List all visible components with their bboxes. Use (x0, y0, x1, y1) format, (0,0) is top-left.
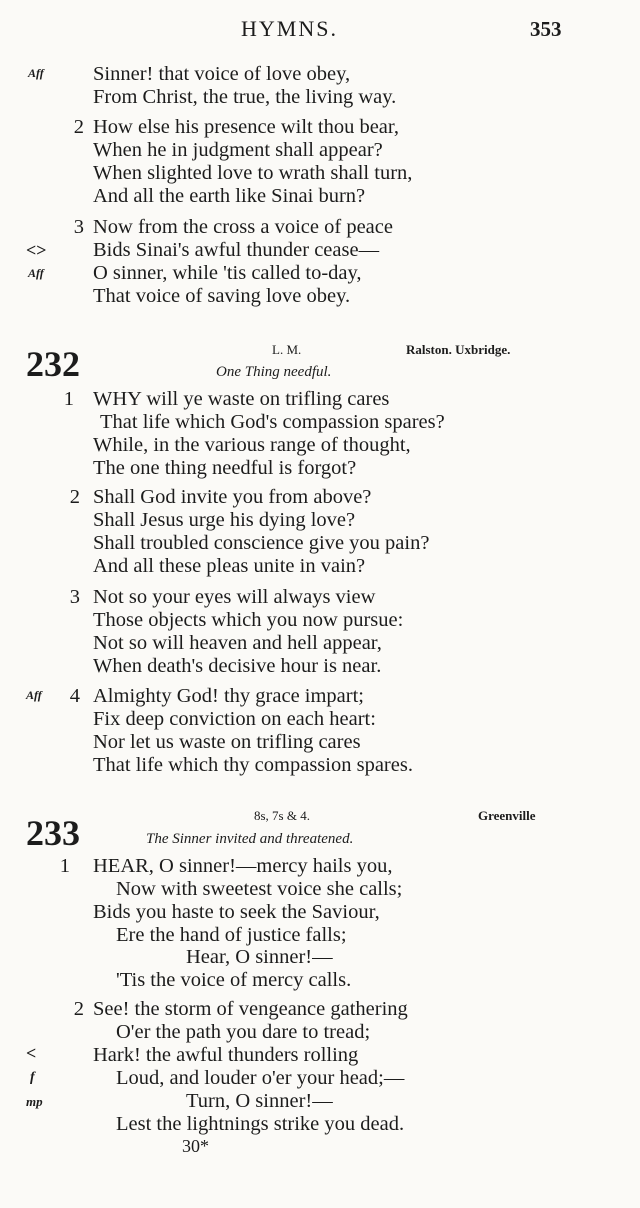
verse-line: Sinner! that voice of love obey, (93, 63, 351, 85)
verse-line: From Christ, the true, the living way. (93, 86, 397, 108)
page-number: 353 (530, 17, 562, 41)
verse-number: 2 (73, 116, 84, 138)
verse-number: 4 (69, 685, 80, 707)
verse-line: Now with sweetest voice she calls; (116, 878, 403, 900)
verse-line: Loud, and louder o'er your head;— (116, 1067, 405, 1089)
verse-line: That life which thy compassion spares. (93, 754, 413, 776)
verse-line: O sinner, while 'tis called to-day, (93, 262, 362, 284)
verse-line: While, in the various range of thought, (93, 434, 411, 456)
dynamic-mark-forte: f (30, 1070, 35, 1085)
hymn-number: 233 (26, 813, 80, 853)
verse-line: WHY will ye waste on trifling cares (93, 388, 390, 410)
verse-number: 3 (73, 216, 84, 238)
verse-line: Nor let us waste on trifling cares (93, 731, 361, 753)
verse-line: O'er the path you dare to tread; (116, 1021, 371, 1043)
verse-line: The one thing needful is forgot? (93, 457, 357, 479)
hymn-meter: 8s, 7s & 4. (254, 808, 310, 823)
verse-line: Hear, O sinner!— (186, 946, 333, 968)
verse-line: See! the storm of vengeance gathering (93, 998, 408, 1020)
verse-number: 3 (69, 586, 80, 608)
running-header: HYMNS. (241, 16, 338, 41)
verse-line: And all the earth like Sinai burn? (93, 185, 366, 207)
hymn-title: One Thing needful. (216, 364, 332, 380)
verse-line: HEAR, O sinner!—mercy hails you, (93, 855, 393, 877)
verse-line: How else his presence wilt thou bear, (93, 116, 400, 138)
verse-line: 'Tis the voice of mercy calls. (116, 969, 352, 991)
hymn-tunes: Greenville (478, 808, 536, 823)
printer-signature: 30* (182, 1136, 209, 1156)
crescendo-decrescendo-mark: <> (26, 240, 47, 260)
verse-line: Almighty God! thy grace impart; (93, 685, 364, 707)
verse-line: Now from the cross a voice of peace (93, 216, 393, 238)
hymn-meter: L. M. (272, 342, 302, 357)
dynamic-mark-aff: Aff (26, 688, 42, 702)
verse-number: 2 (73, 998, 84, 1020)
verse-line: Bids Sinai's awful thunder cease— (93, 239, 380, 261)
verse-number: 1 (59, 855, 70, 877)
verse-line: That life which God's compassion spares? (100, 411, 445, 433)
verse-line: Those objects which you now pursue: (93, 609, 404, 631)
verse-line: And all these pleas unite in vain? (93, 555, 366, 577)
verse-line: Fix deep conviction on each heart: (93, 708, 376, 730)
dynamic-mark-mezzo-piano: mp (26, 1094, 43, 1109)
verse-line: When death's decisive hour is near. (93, 655, 382, 677)
verse-line: That voice of saving love obey. (93, 285, 351, 307)
verse-line: Bids you haste to seek the Saviour, (93, 901, 380, 923)
verse-line: When slighted love to wrath shall turn, (93, 162, 413, 184)
hymn-title: The Sinner invited and threatened. (146, 831, 354, 847)
hymn-number: 232 (26, 344, 80, 384)
verse-line: Hark! the awful thunders rolling (93, 1044, 359, 1066)
verse-number: 2 (69, 486, 80, 508)
verse-line: Shall troubled conscience give you pain? (93, 532, 430, 554)
verse-line: Not so your eyes will always view (93, 586, 376, 608)
verse-line: Not so will heaven and hell appear, (93, 632, 382, 654)
verse-line: Lest the lightnings strike you dead. (116, 1113, 405, 1135)
hymn-tunes: Ralston. Uxbridge. (406, 342, 511, 357)
dynamic-mark-aff: Aff (28, 266, 44, 280)
crescendo-mark: < (26, 1043, 37, 1063)
verse-line: Shall God invite you from above? (93, 486, 372, 508)
dynamic-mark-aff: Aff (28, 66, 44, 80)
verse-line: When he in judgment shall appear? (93, 139, 383, 161)
verse-number: 1 (63, 388, 74, 410)
verse-line: Shall Jesus urge his dying love? (93, 509, 356, 531)
verse-line: Ere the hand of justice falls; (116, 924, 347, 946)
verse-line: Turn, O sinner!— (186, 1090, 333, 1112)
